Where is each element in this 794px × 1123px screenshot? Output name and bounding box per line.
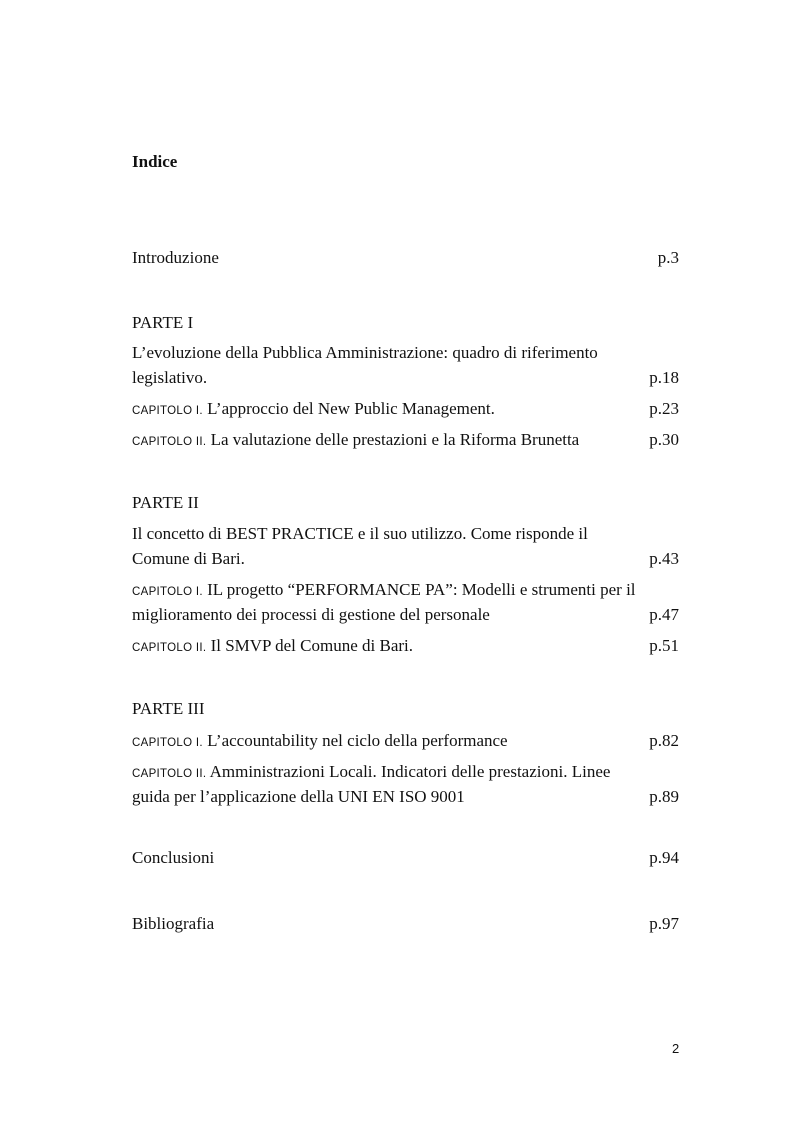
chapter-title: Amministrazioni Locali. Indicatori delle prestazioni. Linee bbox=[209, 762, 611, 781]
page-number: 2 bbox=[672, 1041, 680, 1056]
toc-intro-text: Introduzione bbox=[132, 248, 219, 267]
chapter-title: La valutazione delle prestazioni e la Riforma Brunetta bbox=[210, 430, 580, 449]
page-title: Indice bbox=[132, 152, 178, 171]
part-1-heading: PARTE I bbox=[132, 313, 194, 332]
chapter-label: CAPITOLO II. bbox=[132, 768, 207, 780]
toc-bibliography-page: p.97 bbox=[649, 914, 679, 933]
chapter-label: CAPITOLO I. bbox=[132, 586, 203, 598]
part-2-title-line1: Il concetto di BEST PRACTICE e il suo utilizzo. Come risponde il bbox=[132, 524, 588, 543]
part-1-chapter-2 bbox=[132, 428, 579, 454]
part-3-chapter-2 bbox=[132, 760, 610, 786]
part-3-chapter-1-page: p.82 bbox=[649, 731, 679, 750]
chapter-title: Il SMVP del Comune di Bari. bbox=[210, 636, 414, 655]
part-1-chapter-1-page: p.23 bbox=[649, 399, 679, 418]
part-1-title-line1: L’evoluzione della Pubblica Amministrazione: quadro di riferimento bbox=[132, 343, 598, 362]
chapter-title: L’accountability nel ciclo della performance bbox=[207, 731, 508, 750]
toc-conclusions-text: Conclusioni bbox=[132, 848, 215, 867]
part-1-chapter-2-page: p.30 bbox=[649, 430, 679, 449]
part-2-chapter-2 bbox=[132, 634, 413, 660]
part-1-title-line2: legislativo. bbox=[132, 368, 208, 387]
chapter-label: CAPITOLO II. bbox=[132, 436, 207, 448]
part-2-chapter-1-line2: miglioramento dei processi di gestione del personale bbox=[132, 605, 490, 624]
part-2-page: p.43 bbox=[649, 549, 679, 568]
toc-intro-page: p.3 bbox=[657, 248, 679, 267]
part-1-page: p.18 bbox=[649, 368, 679, 387]
chapter-title: L’approccio del New Public Management. bbox=[207, 399, 495, 418]
chapter-title: IL progetto “PERFORMANCE PA”: Modelli e strumenti per il bbox=[207, 580, 636, 599]
part-3-chapter-2-page: p.89 bbox=[649, 787, 679, 806]
part-3-chapter-1 bbox=[132, 729, 508, 755]
part-2-chapter-2-page: p.51 bbox=[649, 636, 679, 655]
chapter-label: CAPITOLO I. bbox=[132, 405, 203, 417]
toc-conclusions-page: p.94 bbox=[649, 848, 679, 867]
chapter-label: CAPITOLO II. bbox=[132, 642, 207, 654]
part-2-heading: PARTE II bbox=[132, 493, 199, 512]
part-2-chapter-1-page: p.47 bbox=[649, 605, 679, 624]
chapter-label: CAPITOLO I. bbox=[132, 737, 203, 749]
toc-bibliography-text: Bibliografia bbox=[132, 914, 215, 933]
part-1-chapter-1 bbox=[132, 397, 495, 423]
part-2-chapter-1 bbox=[132, 578, 636, 604]
part-3-chapter-2-line2: guida per l’applicazione della UNI EN ISO 9001 bbox=[132, 787, 465, 806]
part-2-title-line2: Comune di Bari. bbox=[132, 549, 245, 568]
part-3-heading: PARTE III bbox=[132, 699, 205, 718]
